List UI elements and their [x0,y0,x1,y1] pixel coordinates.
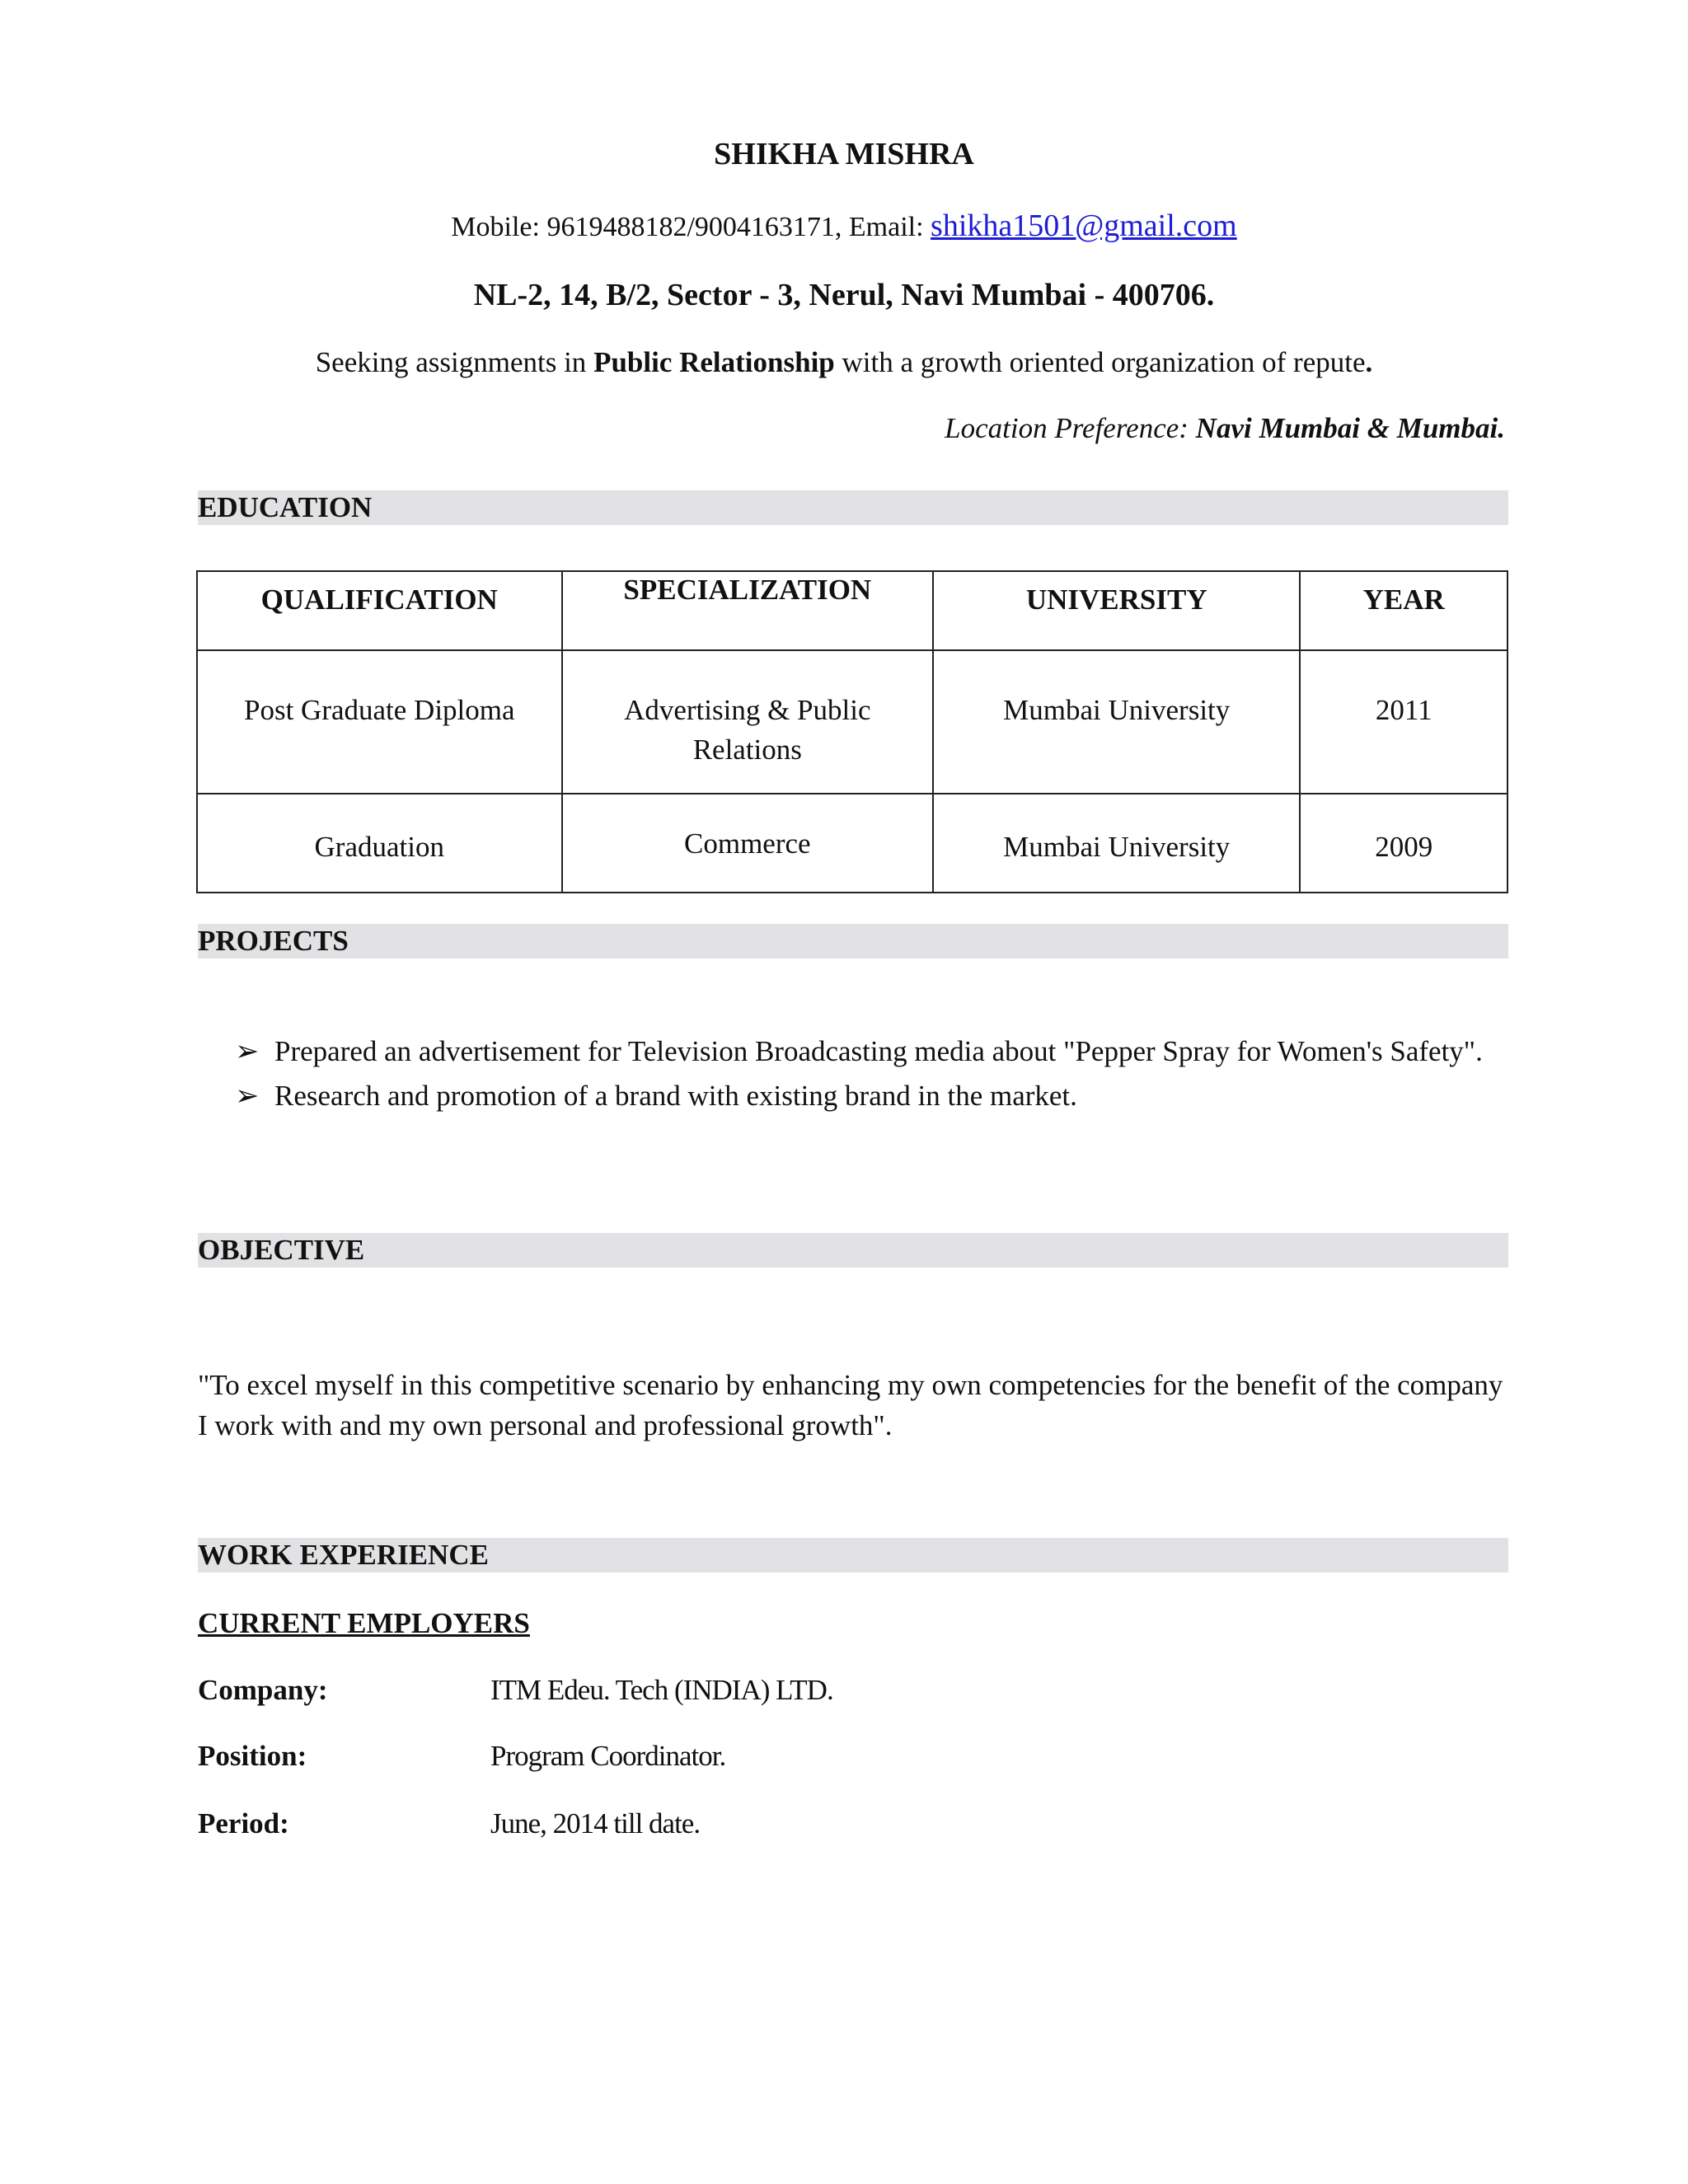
position-label: Position: [198,1740,307,1772]
position-value: Program Coordinator. [490,1740,726,1772]
list-item-text: Prepared an advertisement for Television Broadcasting media about "Pepper Spray for Women's Safety". [274,1035,1483,1067]
table-row [197,650,1507,794]
education-table [196,570,1508,893]
list-item-text: Research and promotion of a brand with existing brand in the market. [274,1080,1077,1112]
list-item [235,1032,1508,1071]
table-cell: Commerce [562,794,934,893]
table-header-row [197,571,1507,650]
arrow-bullet-icon: ➢ [235,1035,260,1067]
current-employers-heading: CURRENT EMPLOYERS [198,1607,530,1639]
email-link[interactable]: shikha1501@gmail.com [931,209,1237,243]
column-header-university: UNIVERSITY [933,571,1300,650]
contact-prefix: Mobile: 9619488182/9004163171, Email: [451,212,931,242]
table-cell: Mumbai University [933,650,1300,794]
company-value: ITM Edeu. Tech (INDIA) LTD. [490,1674,833,1706]
seeking-statement [0,346,1688,379]
objective-heading: OBJECTIVE [198,1233,1508,1268]
column-header-specialization: SPECIALIZATION [562,571,934,650]
list-item [235,1076,1508,1116]
column-header-qualification: QUALIFICATION [197,571,562,650]
seeking-end: . [1365,346,1373,378]
arrow-bullet-icon: ➢ [235,1080,260,1112]
table-cell: Post Graduate Diploma [197,650,562,794]
table-row [197,794,1507,893]
contact-line [0,208,1688,244]
period-label: Period: [198,1807,289,1840]
seeking-pre: Seeking assignments in [315,346,594,378]
table-cell [562,650,934,794]
candidate-name: SHIKHA MISHRA [714,137,974,171]
objective-text: "To excel myself in this competitive scenario by enhancing my own competencies for the benefit of the company I work with and my own personal and professional growth". [198,1369,1503,1441]
location-preference [945,412,1505,445]
location-label: Location Preference: [945,412,1196,444]
work-experience-heading: WORK EXPERIENCE [198,1538,1508,1572]
projects-heading: PROJECTS [198,924,1508,958]
table-cell: 2009 [1300,794,1507,893]
address: NL-2, 14, B/2, Sector - 3, Nerul, Navi Mumbai - 400706. [473,278,1215,312]
table-cell: 2011 [1300,650,1507,794]
location-value: Navi Mumbai & Mumbai. [1195,412,1505,444]
seeking-post: with a growth oriented organization of repute [834,346,1366,378]
column-header-year: YEAR [1300,571,1507,650]
table-cell: Mumbai University [933,794,1300,893]
projects-list [235,1032,1508,1116]
period-value: June, 2014 till date. [490,1807,701,1840]
company-label: Company: [198,1674,328,1706]
table-cell-text: Advertising & Public Relations [624,694,871,766]
education-heading: EDUCATION [198,490,1508,525]
seeking-focus: Public Relationship [593,346,835,378]
table-cell: Graduation [197,794,562,893]
